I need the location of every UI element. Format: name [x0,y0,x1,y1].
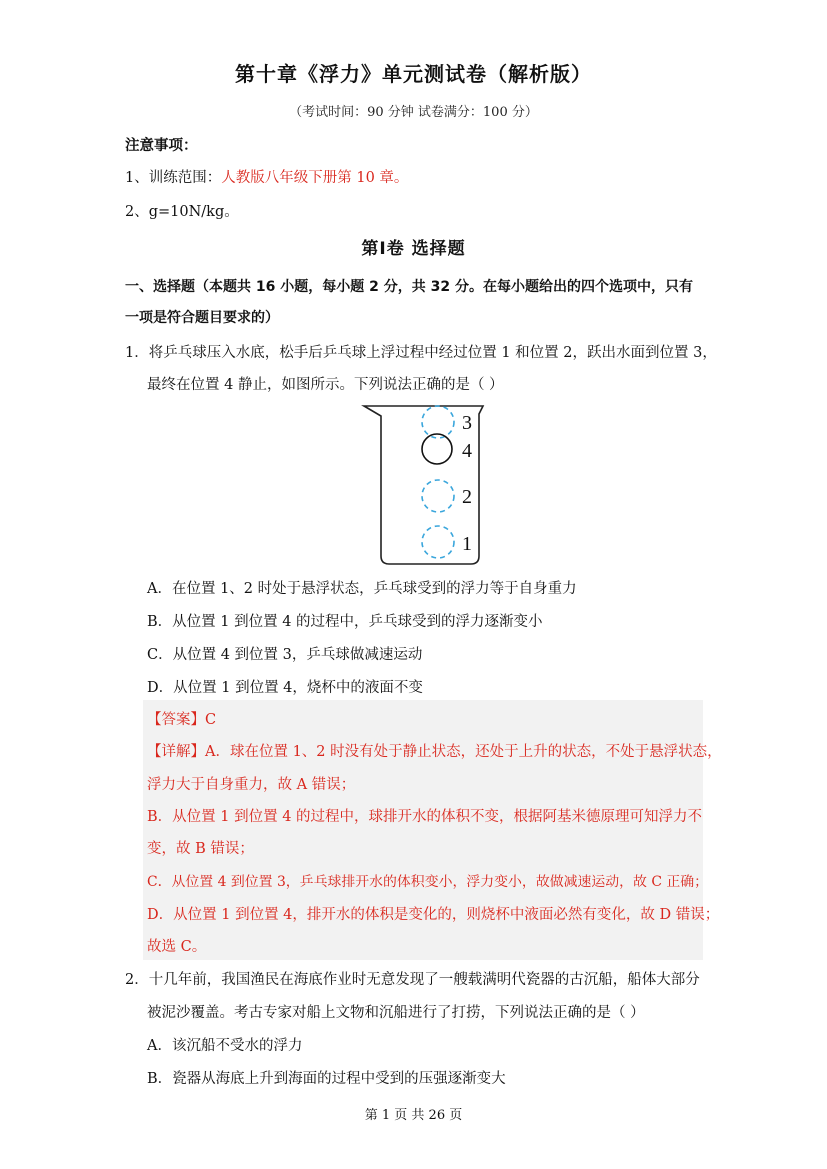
q1-stem-line-1: 1．将乒乓球压入水底，松手后乒乓球上浮过程中经过位置 1 和位置 2，跃出水面到位置 3， [125,345,717,361]
notes-item-1 [125,166,408,187]
page-title: 第十章《浮力》单元测试卷（解析版） [235,62,592,86]
q1-explain-prefix: 【详解】 [147,744,205,760]
label-2: 2 [462,486,472,508]
ball-position-4 [422,434,452,464]
q1-explain-line-5: C．从位置 4 到位置 3，乒乓球排开水的体积变小，浮力变小，故做减速运动，故 C 正确； [147,874,709,890]
part-heading-line-2: 一项是符合题目要求的） [125,310,279,326]
label-3: 3 [462,412,472,434]
q2-stem-line-2: 被泥沙覆盖。考古专家对船上文物和沉船进行了打捞，下列说法正确的是（ ） [147,1005,645,1021]
notes-heading: 注意事项： [125,138,198,154]
q1-option-d: D．从位置 1 到位置 4，烧杯中的液面不变 [147,680,423,696]
notes-item-2: 2、g=10N/kg。 [125,204,239,220]
notes-item-1-value: 人教版八年级下册第 10 章。 [221,170,409,186]
q2-option-a: A．该沉船不受水的浮力 [147,1038,303,1054]
q1-option-b: B．从位置 1 到位置 4 的过程中，乒乓球受到的浮力逐渐变小 [147,614,543,630]
q1-stem-line-2: 最终在位置 4 静止，如图所示。下列说法正确的是（ ） [147,377,504,393]
q1-explain-text-1: A．球在位置 1、2 时没有处于静止状态，还处于上升的状态，不处于悬浮状态， [205,744,722,760]
q1-option-c: C．从位置 4 到位置 3，乒乓球做减速运动 [147,647,423,663]
label-1: 1 [462,533,472,555]
beaker-figure [358,398,488,568]
q1-explain-line-2: 浮力大于自身重力，故 A 错误； [147,777,356,793]
notes-item-1-prefix: 1、训练范围： [125,170,222,186]
q1-explain-line-4: 变，故 B 错误； [147,841,254,857]
section-title: 第Ⅰ卷 选择题 [361,239,466,259]
page-footer: 第 1 页 共 26 页 [364,1108,463,1123]
q1-explain-line-7: 故选 C。 [147,939,207,955]
ball-position-1 [422,526,454,558]
q1-explain-line-3: B．从位置 1 到位置 4 的过程中，球排开水的体积不变，根据阿基米德原理可知浮力不 [147,809,703,825]
label-4: 4 [462,440,472,462]
exam-subtitle: （考试时间：90 分钟 试卷满分：100 分） [289,105,538,120]
ball-position-3 [422,406,454,438]
q1-answer: 【答案】C [147,712,217,728]
q2-option-b: B．瓷器从海底上升到海面的过程中受到的压强逐渐变大 [147,1071,506,1087]
part-heading-line-1: 一、选择题（本题共 16 小题，每小题 2 分，共 32 分。在每小题给出的四个选项中，只有 [125,279,693,295]
ball-position-2 [422,480,454,512]
q1-explain-line-1 [147,740,722,761]
q1-explain-line-6: D．从位置 1 到位置 4，排开水的体积是变化的，则烧杯中液面必然有变化，故 D 错误； [147,907,720,923]
q1-option-a: A．在位置 1、2 时处于悬浮状态，乒乓球受到的浮力等于自身重力 [147,581,577,597]
q2-stem-line-1: 2．十几年前，我国渔民在海底作业时无意发现了一艘载满明代瓷器的古沉船，船体大部分 [125,972,700,988]
